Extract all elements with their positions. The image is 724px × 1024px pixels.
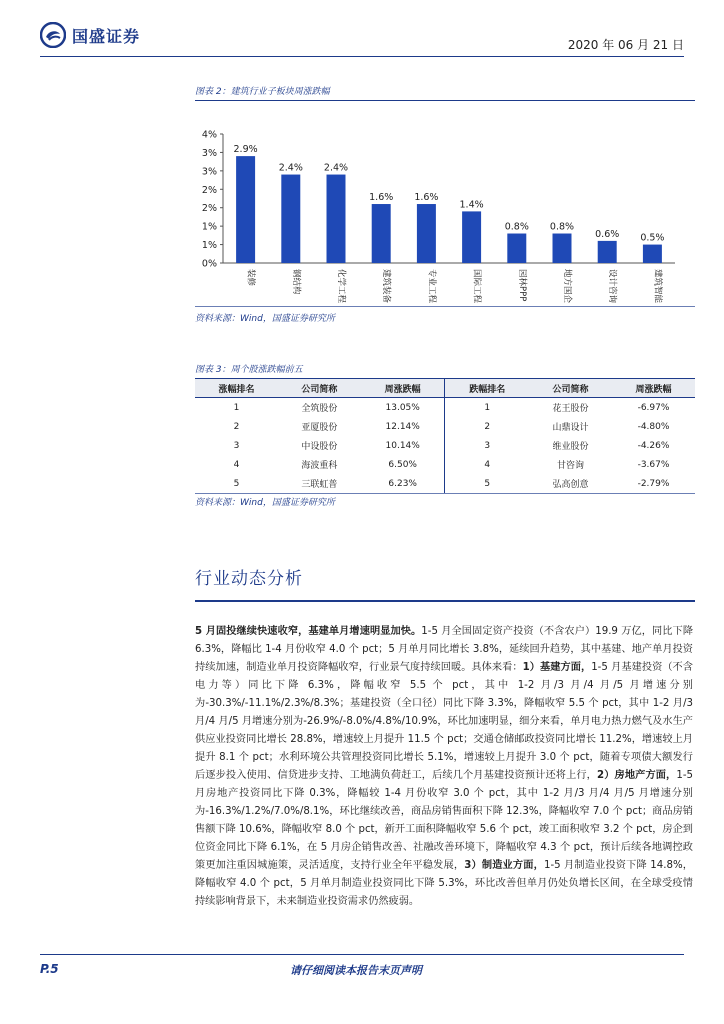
- table-cell: 维业股份: [552, 442, 589, 452]
- bar: [327, 175, 346, 263]
- table-cell: -3.67%: [637, 459, 670, 470]
- bar: [372, 204, 391, 263]
- table-cell: 4: [233, 459, 240, 470]
- table-cell: 中设股份: [301, 442, 338, 452]
- table-cell: 2: [484, 421, 491, 432]
- infrastructure-heading: 1）基建方面，: [522, 662, 592, 673]
- y-tick-label: 2%: [201, 184, 217, 196]
- category-label: 建筑装备: [381, 269, 392, 304]
- category-label: 建筑智能: [652, 269, 663, 304]
- y-tick-label: 4%: [201, 129, 217, 141]
- table-cell: 5: [233, 478, 240, 489]
- header-loss-company: 公司简称: [529, 379, 612, 398]
- header-loss-change: 周涨跌幅: [612, 379, 695, 398]
- table-cell: 12.14%: [361, 417, 445, 436]
- company-logo: [40, 20, 170, 50]
- data-label: 0.8%: [549, 221, 575, 233]
- bar: [507, 234, 526, 263]
- table-cell: 4: [484, 459, 491, 470]
- category-label: 设计咨询: [607, 269, 618, 304]
- data-label: 0.5%: [640, 232, 665, 244]
- figure3-source: 资料来源：Wind，国盛证券研究所: [195, 498, 335, 508]
- category-label: 地方国企: [562, 269, 572, 304]
- page-number: P.5: [40, 962, 59, 976]
- data-label: 2.4%: [323, 162, 349, 174]
- header-divider: [40, 56, 684, 57]
- table-cell: -4.26%: [637, 440, 670, 451]
- table-row: [195, 436, 695, 455]
- header-gain-change: 周涨跌幅: [361, 379, 445, 398]
- y-tick-label: 0%: [201, 258, 217, 270]
- table-cell: 亚厦股份: [301, 423, 338, 433]
- table-cell: 1: [233, 402, 240, 413]
- table-cell: 6.50%: [361, 455, 445, 474]
- y-tick-label: 2%: [201, 203, 217, 215]
- header-gain-rank: 涨幅排名: [195, 379, 278, 398]
- figure2-title: 图表 2：建筑行业子板块周涨跌幅: [195, 87, 330, 97]
- table-cell: 花王股份: [552, 404, 589, 414]
- table-cell: 6.23%: [361, 474, 445, 493]
- figure2-bottom-rule: [195, 306, 695, 307]
- bar: [236, 156, 255, 263]
- y-tick-label: 3%: [201, 166, 217, 178]
- table-cell: 山鼎设计: [552, 423, 589, 433]
- disclaimer-note: 请仔细阅读本报告末页声明: [290, 964, 422, 977]
- category-label: 园林PPP: [516, 269, 527, 302]
- report-date: 2020 年 06 月 21 日: [567, 38, 684, 52]
- header-loss-rank: 跌幅排名: [445, 379, 529, 398]
- table-cell: 13.05%: [361, 398, 445, 418]
- sector-change-chart: [195, 120, 695, 315]
- header-gain-company: 公司简称: [278, 379, 361, 398]
- table-cell: 全筑股份: [301, 404, 338, 414]
- table-row: [195, 398, 695, 418]
- footer-divider: [40, 954, 684, 955]
- table-cell: 弘高创意: [552, 480, 589, 490]
- data-label: 0.8%: [504, 221, 529, 233]
- y-tick-label: 1%: [201, 221, 217, 233]
- table-cell: 三联虹普: [301, 480, 338, 490]
- table-cell: 2: [233, 421, 240, 432]
- table-row: [195, 474, 695, 493]
- table-cell: 3: [484, 440, 491, 451]
- table-cell: 海波重科: [301, 461, 338, 471]
- table-cell: 3: [233, 440, 240, 451]
- body-text-2: 1-5 月基建投资（不含电力等）同比下降 6.3%，降幅收窄 5.5 个 pct，其中 1-2 月/3 月/4 月/5 月增速分别为-30.3%/-11.1%/2.3%/8.3%；基建投资（全口径）同比下降 3.3%，降幅收窄 5.5 个 pct，其中 1-2 月/3 月/4 月/5 月增速分别为-26.9%/-8.0%/4.8%/10.9%，环比加速明显，细分来看，单月电力热力燃气及水生产供应业投资同比增长 28.8%，增速较上月提升 11.5 个 pct；交通仓储邮政投资同比增长 11.2%，增速较上月提升 8.1 个 pct；水利环境公共管理投资同比增长 5.1%，增速较上月提升 3.0 个 pct，随着专项债大额发行后逐步投入使用、信贷进步支持、工地满负荷赶工，后续几个月基建投资预计还将上行，: [195, 662, 693, 781]
- category-label: 装修: [245, 269, 256, 287]
- figure3-title: 图表 3：周个股涨跌幅前五: [195, 365, 303, 375]
- data-label: 2.9%: [233, 144, 258, 156]
- section-title: 行业动态分析: [195, 569, 303, 589]
- bar: [643, 245, 662, 263]
- real-estate-heading: 2）房地产方面，: [597, 770, 677, 781]
- figure2-source: 资料来源：Wind，国盛证券研究所: [195, 314, 335, 324]
- category-label: 钢结构: [290, 269, 301, 295]
- body-text-3: 1-5 月房地产投资同比下降 0.3%，降幅较 1-4 月份收窄 3.0 个 pct，其中 1-2 月/3 月/4 月/5 月增速分别为-16.3%/1.2%/7.0%/8.1%，环比继续改善，商品房销售面积下降 12.3%，降幅收窄 7.0 个 pct；商品房销售额下降 10.6%，降幅收窄 8.0 个 pct，新开工面积降幅收窄 5.6 个 pct，竣工面积收窄 3.2 个 pct，房企到位资金同比下降 6.1%，在 5 月房企销售改善、社融改善环境下，降幅收窄 4.3 个 pct，预计后续各地调控政策更加注重因城施策，灵活适度，支持行业全年平稳发展，: [195, 770, 694, 871]
- y-tick-label: 1%: [201, 240, 217, 252]
- logo-mark-icon: [40, 22, 66, 48]
- figure3-bottom-rule: [195, 493, 695, 494]
- manufacturing-heading: 3）制造业方面，: [464, 860, 544, 871]
- body-text-1: 1-5 月全国固定资产投资（不含农户）19.9 万亿，同比下降 6.3%，降幅比 1-4 月份收窄 4.0 个 pct；5 月单月同比增长 3.8%，延续回升趋势，其中基建、地产单月投资持续加速，制造业单月投资降幅收窄，行业景气度持续回暖。具体来看：: [195, 626, 694, 673]
- table-row: [195, 455, 695, 474]
- table-cell: -6.97%: [637, 402, 670, 413]
- table-cell: 1: [484, 402, 491, 413]
- table-cell: 甘咨询: [557, 461, 585, 471]
- bar: [553, 234, 572, 263]
- figure2-top-rule: [195, 100, 695, 101]
- body-paragraph: [195, 623, 693, 911]
- data-label: 2.4%: [278, 162, 303, 174]
- category-label: 化学工程: [336, 269, 346, 304]
- body-text-4: 1-5 月制造业投资下降 14.8%，降幅收窄 4.0 个 pct，5 月单月制造业投资同比下降 5.3%，环比改善但单月仍处负增长区间，在全球受疫情持续影响背景下，未来制造业投资需求仍然疲弱。: [195, 860, 693, 907]
- company-name: 国盛证券: [72, 26, 141, 46]
- y-tick-label: 3%: [201, 147, 217, 159]
- table-cell: 5: [484, 478, 491, 489]
- bar: [462, 211, 481, 263]
- table-cell: -2.79%: [637, 478, 670, 489]
- data-label: 1.6%: [369, 192, 394, 204]
- data-label: 1.4%: [459, 199, 484, 211]
- lead-sentence: 5 月固投继续快速收窄，基建单月增速明显加快。: [195, 626, 422, 637]
- table-cell: 10.14%: [361, 436, 445, 455]
- data-label: 1.6%: [414, 192, 439, 204]
- category-label: 专业工程: [426, 269, 437, 304]
- table-row: [195, 417, 695, 436]
- stock-performance-table: [195, 378, 695, 493]
- bar: [417, 204, 436, 263]
- bar: [598, 241, 617, 263]
- table-cell: -4.80%: [637, 421, 670, 432]
- data-label: 0.6%: [595, 228, 620, 240]
- table-header-row: [195, 379, 695, 398]
- section-divider: [195, 600, 695, 602]
- category-label: 国际工程: [471, 269, 482, 304]
- bar: [281, 175, 300, 263]
